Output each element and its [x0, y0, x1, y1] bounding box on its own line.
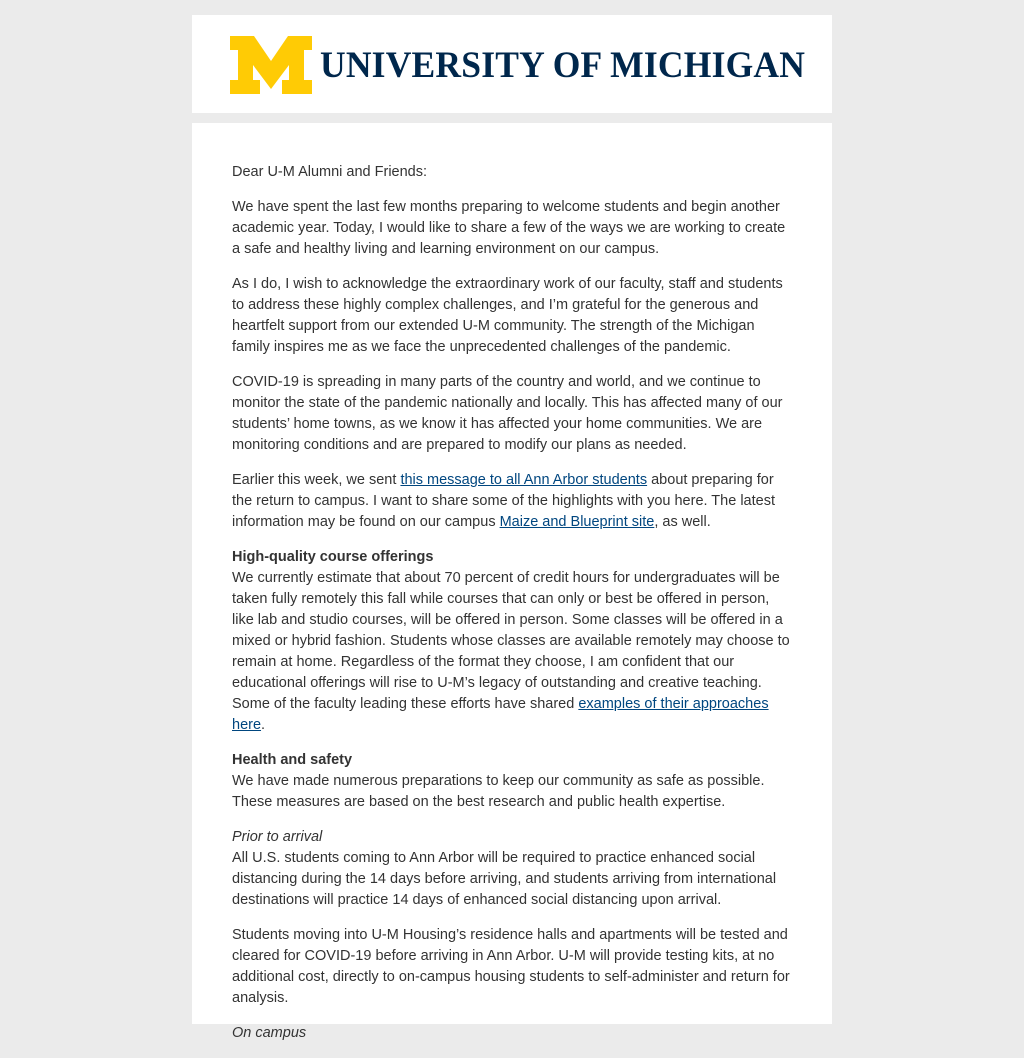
- section-heading: High-quality course offerings: [232, 549, 434, 565]
- maize-blueprint-link[interactable]: Maize and Blueprint site: [499, 514, 655, 530]
- paragraph-text: All U.S. students coming to Ann Arbor will be required to practice enhanced social distancing during the 14 days before arriving, and students arriving from international destinations will practice 14 days of enhanced social distancing upon arrival.: [232, 850, 777, 908]
- section-prior-to-arrival: [232, 827, 794, 911]
- section-on-campus: [232, 1023, 794, 1044]
- university-logo[interactable]: [230, 35, 806, 95]
- paragraph-text: Earlier this week, we sent: [232, 472, 401, 488]
- paragraph-housing: Students moving into U-M Housing’s residence halls and apartments will be tested and cleared for COVID-19 before arriving in Ann Arbor. U-M will provide testing kits, at no additional cost, directly to on-campus housing students to self-administer and return for analysis.: [232, 927, 790, 1006]
- email-header: [192, 15, 832, 113]
- paragraph-text: , as well.: [654, 514, 711, 530]
- students-message-link[interactable]: this message to all Ann Arbor students: [400, 472, 648, 488]
- paragraph-covid: COVID-19 is spreading in many parts of the country and world, and we continue to monitor the state of the pandemic nationally and locally. This has affected many of our students’ home towns, as we know it has affected your home communities. We are monitoring conditions and are prepared to modify our plans as needed.: [232, 374, 783, 453]
- approaches-link[interactable]: examples of their approaches here: [232, 696, 769, 733]
- block-m-logo-icon: [230, 36, 312, 94]
- section-courses: [232, 547, 794, 736]
- paragraph-text: We currently estimate that about 70 percent of credit hours for undergraduates will be taken fully remotely this fall while courses that can only or best be offered in person, like lab and studio courses, will be offered in person. Some classes will be offered in a mixed or hybrid fashion. Students whose classes are available remotely may choose to remain at home. Regardless of the format they choose, I am confident that our educational offerings will rise to U-M’s legacy of outstanding and creative teaching. Some of the faculty leading these efforts have shared: [232, 570, 790, 712]
- subsection-heading: On campus: [232, 1025, 307, 1041]
- letter-body: [192, 123, 832, 1041]
- section-heading: Health and safety: [232, 752, 353, 768]
- paragraph-acknowledgement: As I do, I wish to acknowledge the extraordinary work of our faculty, staff and students to address these highly complex challenges, and I’m grateful for the generous and heartfelt support from our extended U-M community. The strength of the Michigan family inspires me as we face the unprecedented challenges of the pandemic.: [232, 276, 783, 355]
- paragraph-text: We have made numerous preparations to keep our community as safe as possible. These measures are based on the best research and public health expertise.: [232, 773, 765, 810]
- paragraph-intro: We have spent the last few months preparing to welcome students and begin another academic year. Today, I would like to share a few of the ways we are working to create a safe and healthy living and learning environment on our campus.: [232, 199, 786, 257]
- subsection-heading: Prior to arrival: [232, 829, 323, 845]
- paragraph-text: .: [261, 717, 266, 733]
- paragraph-earlier-message: [232, 470, 794, 533]
- university-wordmark: UNIVERSITY OF MICHIGAN: [320, 44, 806, 86]
- paragraph-text: about preparing for the return to campus. I want to share some of the highlights with you here. The latest information may be found on our campus: [232, 472, 775, 530]
- salutation: Dear U-M Alumni and Friends:: [232, 164, 428, 180]
- letter-content: [232, 162, 794, 1058]
- section-health: [232, 750, 794, 813]
